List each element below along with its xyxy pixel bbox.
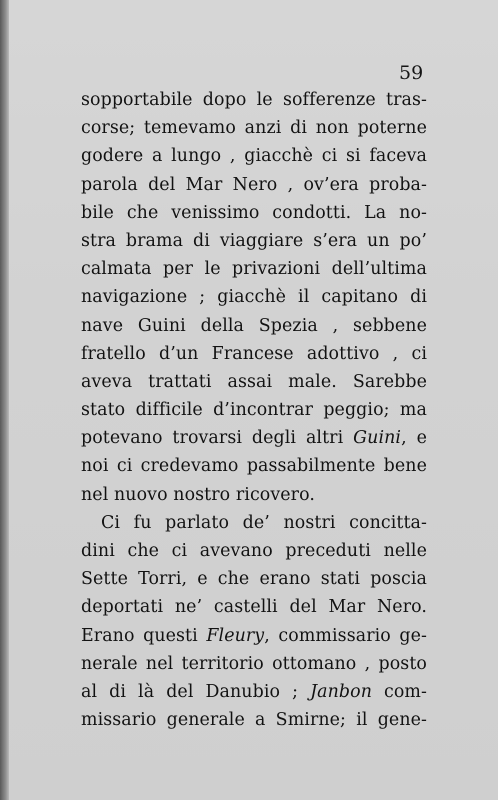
text-line: nave Guini della Spezia , sebbene	[81, 315, 427, 336]
text-line: Ci fu parlato de’ nostri concitta-	[101, 512, 427, 533]
text-run: potevano trovarsi degli altri	[81, 428, 354, 449]
text-line: deportati ne’ castelli del Mar Nero.	[81, 597, 427, 618]
text-line: nerale nel territorio ottomano , posto	[81, 653, 427, 674]
text-run: , commissario ge-	[264, 625, 427, 646]
text-line: missario generale a Smirne; il gene-	[81, 710, 427, 731]
text-line: noi ci credevamo passabilmente bene	[81, 456, 427, 477]
text-line: bile che venissimo condotti. La no-	[81, 202, 427, 223]
text-line: Sette Torri, e che erano stati poscia	[81, 569, 427, 590]
italic-name: Guini	[353, 428, 402, 449]
page-number: 59	[399, 62, 424, 84]
text-line: stra brama di viaggiare s’era un po’	[81, 230, 427, 251]
italic-name: Fleury	[206, 625, 265, 646]
text-line: sopportabile dopo le sofferenze tras-	[81, 90, 427, 110]
scan-binding-edge	[0, 0, 9, 800]
text-line: stato difficile d’incontrar peggio; ma	[81, 400, 427, 421]
text-line: dini che ci avevano preceduti nelle	[81, 541, 427, 561]
text-line	[81, 622, 427, 650]
text-line: fratello d’un Francese adottivo , ci	[81, 343, 427, 364]
text-line: parola del Mar Nero , ov’era proba-	[81, 174, 427, 195]
text-run: Erano questi	[81, 625, 207, 646]
text-line: calmata per le privazioni dell’ultima	[81, 259, 427, 280]
text-line: aveva trattati assai male. Sarebbe	[81, 371, 427, 392]
book-page	[9, 0, 498, 800]
text-run: com-	[372, 681, 428, 702]
text-run: , e	[401, 428, 427, 449]
text-line	[81, 678, 427, 706]
text-line: corse; temevamo anzi di non poterne	[81, 118, 427, 139]
text-run: al di là del Danubio ;	[81, 681, 311, 702]
text-line: navigazione ; giacchè il capitano di	[81, 287, 427, 308]
italic-name: Janbon	[310, 681, 373, 702]
body-text	[81, 86, 427, 734]
text-line	[81, 424, 427, 452]
text-line: godere a lungo , giacchè ci si faceva	[81, 146, 427, 167]
text-line: nel nuovo nostro ricovero.	[81, 484, 315, 505]
